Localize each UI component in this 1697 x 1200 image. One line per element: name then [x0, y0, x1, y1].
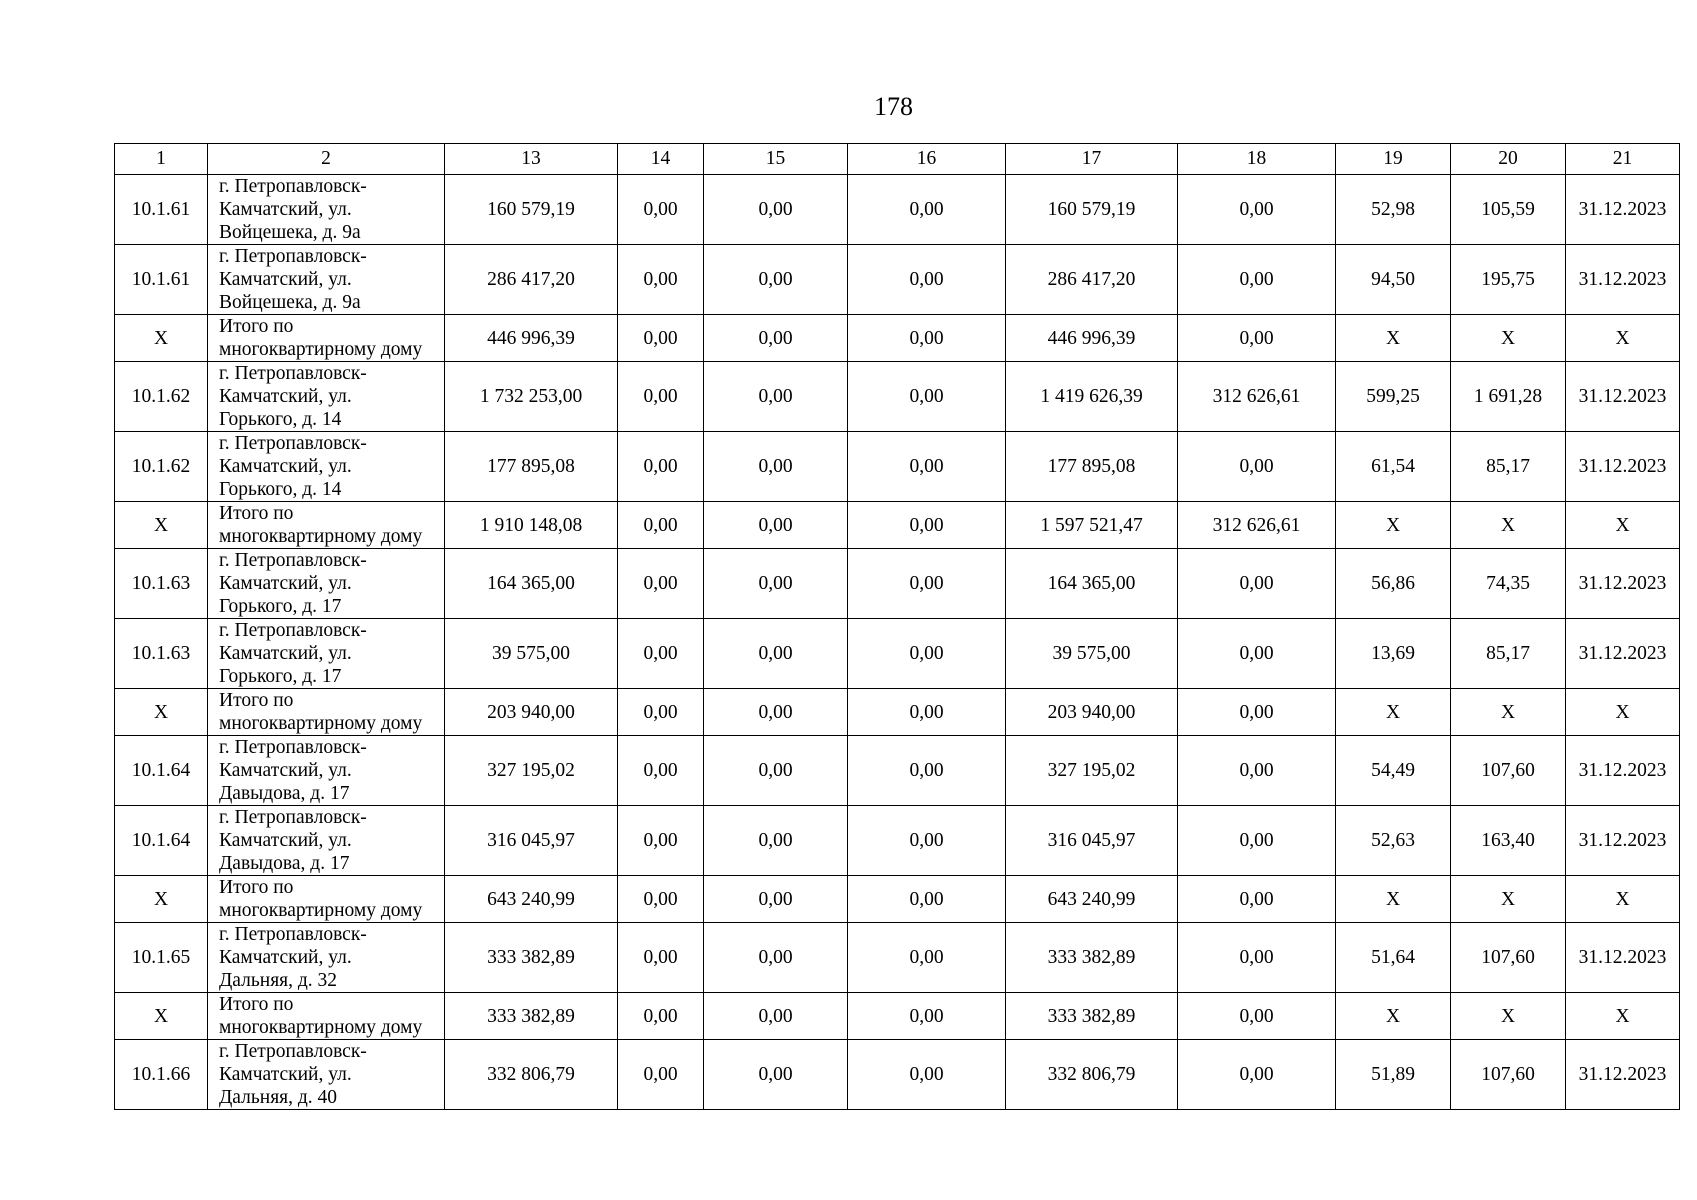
address-line: г. Петропавловск-	[219, 363, 367, 384]
value-cell-col-14: 0,00	[618, 502, 704, 549]
address-line: Войцешека, д. 9а	[219, 292, 361, 313]
value-cell-col-13: 327 195,02	[445, 736, 618, 806]
address-line: Камчатский, ул.	[219, 947, 352, 968]
table-row	[115, 175, 1680, 245]
table-row	[115, 689, 1680, 736]
value-cell-col-18: 0,00	[1178, 923, 1336, 993]
value-cell-col-13: 446 996,39	[445, 315, 618, 362]
column-header: 18	[1178, 144, 1336, 175]
address-cell	[208, 923, 445, 993]
value-cell-col-16: 0,00	[848, 315, 1006, 362]
value-cell-col-16: 0,00	[848, 689, 1006, 736]
value-cell-col-18: 0,00	[1178, 619, 1336, 689]
value-cell-col-21: 31.12.2023	[1566, 245, 1680, 315]
value-cell-col-15: 0,00	[704, 689, 848, 736]
address-line: многоквартирному дому	[219, 339, 423, 360]
value-cell-col-19: 599,25	[1336, 362, 1451, 432]
address-cell	[208, 549, 445, 619]
address-line: г. Петропавловск-	[219, 1041, 367, 1062]
value-cell-col-21: 31.12.2023	[1566, 1040, 1680, 1110]
table-row	[115, 432, 1680, 502]
address-cell	[208, 806, 445, 876]
value-cell-col-19: 94,50	[1336, 245, 1451, 315]
value-cell-col-21: 31.12.2023	[1566, 736, 1680, 806]
value-cell-col-19: 52,98	[1336, 175, 1451, 245]
value-cell-col-14: 0,00	[618, 315, 704, 362]
value-cell-col-18: 312 626,61	[1178, 502, 1336, 549]
value-cell-col-17: 160 579,19	[1006, 175, 1178, 245]
table-row	[115, 1040, 1680, 1110]
value-cell-col-21: 31.12.2023	[1566, 923, 1680, 993]
value-cell-col-15: 0,00	[704, 876, 848, 923]
value-cell-col-13: 203 940,00	[445, 689, 618, 736]
value-cell-col-17: 643 240,99	[1006, 876, 1178, 923]
table-row	[115, 362, 1680, 432]
table-row	[115, 923, 1680, 993]
value-cell-col-21: 31.12.2023	[1566, 432, 1680, 502]
value-cell-col-18: 0,00	[1178, 1040, 1336, 1110]
column-header: 1	[115, 144, 208, 175]
value-cell-col-14: 0,00	[618, 1040, 704, 1110]
value-cell-col-15: 0,00	[704, 502, 848, 549]
address-line: г. Петропавловск-	[219, 246, 367, 267]
row-number-cell: X	[115, 876, 208, 923]
value-cell-col-19: X	[1336, 315, 1451, 362]
value-cell-col-18: 0,00	[1178, 175, 1336, 245]
address-line: Итого по	[219, 877, 294, 898]
value-cell-col-17: 164 365,00	[1006, 549, 1178, 619]
value-cell-col-13: 333 382,89	[445, 993, 618, 1040]
address-line: Горького, д. 17	[219, 596, 342, 617]
address-line: многоквартирному дому	[219, 1017, 423, 1038]
value-cell-col-16: 0,00	[848, 362, 1006, 432]
value-cell-col-19: 61,54	[1336, 432, 1451, 502]
column-header: 19	[1336, 144, 1451, 175]
value-cell-col-20: 163,40	[1451, 806, 1566, 876]
value-cell-col-19: 54,49	[1336, 736, 1451, 806]
value-cell-col-14: 0,00	[618, 245, 704, 315]
address-line: Камчатский, ул.	[219, 760, 352, 781]
table-row	[115, 315, 1680, 362]
value-cell-col-16: 0,00	[848, 175, 1006, 245]
address-line: Камчатский, ул.	[219, 643, 352, 664]
value-cell-col-18: 0,00	[1178, 549, 1336, 619]
value-cell-col-15: 0,00	[704, 315, 848, 362]
address-line: Горького, д. 17	[219, 666, 342, 687]
value-cell-col-20: X	[1451, 689, 1566, 736]
address-line: Горького, д. 14	[219, 409, 342, 430]
table-row	[115, 549, 1680, 619]
value-cell-col-14: 0,00	[618, 175, 704, 245]
column-header: 17	[1006, 144, 1178, 175]
value-cell-col-19: 56,86	[1336, 549, 1451, 619]
value-cell-col-13: 1 732 253,00	[445, 362, 618, 432]
address-line: многоквартирному дому	[219, 900, 423, 921]
value-cell-col-16: 0,00	[848, 549, 1006, 619]
row-number-cell: 10.1.63	[115, 549, 208, 619]
address-line: Горького, д. 14	[219, 479, 342, 500]
address-line: Итого по	[219, 690, 294, 711]
address-cell	[208, 362, 445, 432]
value-cell-col-13: 332 806,79	[445, 1040, 618, 1110]
value-cell-col-17: 333 382,89	[1006, 923, 1178, 993]
value-cell-col-14: 0,00	[618, 736, 704, 806]
value-cell-col-15: 0,00	[704, 806, 848, 876]
address-cell	[208, 619, 445, 689]
row-number-cell: X	[115, 993, 208, 1040]
address-cell	[208, 315, 445, 362]
row-number-cell: 10.1.66	[115, 1040, 208, 1110]
value-cell-col-16: 0,00	[848, 993, 1006, 1040]
value-cell-col-16: 0,00	[848, 432, 1006, 502]
row-number-cell: 10.1.61	[115, 245, 208, 315]
value-cell-col-17: 286 417,20	[1006, 245, 1178, 315]
value-cell-col-15: 0,00	[704, 619, 848, 689]
value-cell-col-19: X	[1336, 502, 1451, 549]
value-cell-col-14: 0,00	[618, 993, 704, 1040]
address-line: Давыдова, д. 17	[219, 853, 350, 874]
value-cell-col-16: 0,00	[848, 923, 1006, 993]
value-cell-col-15: 0,00	[704, 432, 848, 502]
value-cell-col-16: 0,00	[848, 245, 1006, 315]
value-cell-col-16: 0,00	[848, 876, 1006, 923]
address-line: Дальняя, д. 40	[219, 1087, 338, 1108]
table-row	[115, 245, 1680, 315]
value-cell-col-15: 0,00	[704, 245, 848, 315]
value-cell-col-18: 0,00	[1178, 689, 1336, 736]
value-cell-col-17: 1 419 626,39	[1006, 362, 1178, 432]
value-cell-col-18: 0,00	[1178, 876, 1336, 923]
address-cell	[208, 736, 445, 806]
row-number-cell: X	[115, 315, 208, 362]
value-cell-col-18: 0,00	[1178, 806, 1336, 876]
value-cell-col-16: 0,00	[848, 736, 1006, 806]
value-cell-col-17: 332 806,79	[1006, 1040, 1178, 1110]
value-cell-col-20: 74,35	[1451, 549, 1566, 619]
value-cell-col-20: 85,17	[1451, 619, 1566, 689]
address-cell	[208, 502, 445, 549]
value-cell-col-17: 1 597 521,47	[1006, 502, 1178, 549]
value-cell-col-13: 643 240,99	[445, 876, 618, 923]
address-line: г. Петропавловск-	[219, 620, 367, 641]
address-cell	[208, 432, 445, 502]
row-number-cell: 10.1.62	[115, 362, 208, 432]
value-cell-col-21: 31.12.2023	[1566, 362, 1680, 432]
address-line: Камчатский, ул.	[219, 830, 352, 851]
value-cell-col-21: 31.12.2023	[1566, 806, 1680, 876]
row-number-cell: 10.1.64	[115, 806, 208, 876]
value-cell-col-20: 105,59	[1451, 175, 1566, 245]
value-cell-col-15: 0,00	[704, 549, 848, 619]
row-number-cell: 10.1.61	[115, 175, 208, 245]
value-cell-col-13: 286 417,20	[445, 245, 618, 315]
address-line: Камчатский, ул.	[219, 199, 352, 220]
row-number-cell: 10.1.63	[115, 619, 208, 689]
row-number-cell: 10.1.64	[115, 736, 208, 806]
address-line: Камчатский, ул.	[219, 1064, 352, 1085]
value-cell-col-20: X	[1451, 993, 1566, 1040]
value-cell-col-19: 51,64	[1336, 923, 1451, 993]
address-line: Камчатский, ул.	[219, 456, 352, 477]
address-cell	[208, 175, 445, 245]
value-cell-col-15: 0,00	[704, 736, 848, 806]
value-cell-col-17: 177 895,08	[1006, 432, 1178, 502]
address-cell	[208, 993, 445, 1040]
value-cell-col-15: 0,00	[704, 923, 848, 993]
column-header-row	[115, 144, 1680, 175]
column-header: 20	[1451, 144, 1566, 175]
address-line: Итого по	[219, 503, 294, 524]
value-cell-col-13: 160 579,19	[445, 175, 618, 245]
value-cell-col-21: X	[1566, 502, 1680, 549]
address-line: Камчатский, ул.	[219, 269, 352, 290]
value-cell-col-14: 0,00	[618, 806, 704, 876]
address-line: г. Петропавловск-	[219, 550, 367, 571]
address-line: многоквартирному дому	[219, 526, 423, 547]
value-cell-col-18: 0,00	[1178, 315, 1336, 362]
value-cell-col-20: 85,17	[1451, 432, 1566, 502]
value-cell-col-14: 0,00	[618, 689, 704, 736]
value-cell-col-20: X	[1451, 502, 1566, 549]
value-cell-col-17: 39 575,00	[1006, 619, 1178, 689]
value-cell-col-16: 0,00	[848, 806, 1006, 876]
value-cell-col-14: 0,00	[618, 876, 704, 923]
address-line: Итого по	[219, 316, 294, 337]
value-cell-col-19: X	[1336, 689, 1451, 736]
value-cell-col-19: 52,63	[1336, 806, 1451, 876]
column-header: 13	[445, 144, 618, 175]
value-cell-col-15: 0,00	[704, 175, 848, 245]
table-row	[115, 619, 1680, 689]
address-line: многоквартирному дому	[219, 713, 423, 734]
row-number-cell: 10.1.65	[115, 923, 208, 993]
value-cell-col-19: X	[1336, 876, 1451, 923]
value-cell-col-20: 107,60	[1451, 923, 1566, 993]
address-line: Камчатский, ул.	[219, 573, 352, 594]
column-header: 14	[618, 144, 704, 175]
value-cell-col-13: 164 365,00	[445, 549, 618, 619]
address-cell	[208, 876, 445, 923]
value-cell-col-18: 0,00	[1178, 993, 1336, 1040]
value-cell-col-15: 0,00	[704, 993, 848, 1040]
value-cell-col-19: X	[1336, 993, 1451, 1040]
column-header: 21	[1566, 144, 1680, 175]
value-cell-col-21: 31.12.2023	[1566, 619, 1680, 689]
value-cell-col-13: 316 045,97	[445, 806, 618, 876]
address-line: Дальняя, д. 32	[219, 970, 338, 991]
value-cell-col-18: 0,00	[1178, 432, 1336, 502]
address-cell	[208, 689, 445, 736]
value-cell-col-21: 31.12.2023	[1566, 549, 1680, 619]
value-cell-col-20: 195,75	[1451, 245, 1566, 315]
value-cell-col-17: 446 996,39	[1006, 315, 1178, 362]
row-number-cell: X	[115, 689, 208, 736]
value-cell-col-13: 1 910 148,08	[445, 502, 618, 549]
table-row	[115, 502, 1680, 549]
value-cell-col-21: X	[1566, 689, 1680, 736]
value-cell-col-14: 0,00	[618, 619, 704, 689]
value-cell-col-16: 0,00	[848, 502, 1006, 549]
value-cell-col-16: 0,00	[848, 1040, 1006, 1110]
value-cell-col-20: X	[1451, 876, 1566, 923]
value-cell-col-21: X	[1566, 876, 1680, 923]
value-cell-col-15: 0,00	[704, 362, 848, 432]
value-cell-col-16: 0,00	[848, 619, 1006, 689]
value-cell-col-17: 203 940,00	[1006, 689, 1178, 736]
page-number: 178	[874, 92, 913, 121]
value-cell-col-18: 0,00	[1178, 245, 1336, 315]
value-cell-col-14: 0,00	[618, 923, 704, 993]
value-cell-col-20: 107,60	[1451, 1040, 1566, 1110]
value-cell-col-20: X	[1451, 315, 1566, 362]
value-cell-col-13: 39 575,00	[445, 619, 618, 689]
value-cell-col-18: 312 626,61	[1178, 362, 1336, 432]
value-cell-col-14: 0,00	[618, 432, 704, 502]
table-row	[115, 806, 1680, 876]
address-cell	[208, 1040, 445, 1110]
address-line: г. Петропавловск-	[219, 807, 367, 828]
value-cell-col-17: 316 045,97	[1006, 806, 1178, 876]
address-line: г. Петропавловск-	[219, 176, 367, 197]
address-line: г. Петропавловск-	[219, 924, 367, 945]
address-line: Камчатский, ул.	[219, 386, 352, 407]
value-cell-col-20: 107,60	[1451, 736, 1566, 806]
data-table	[114, 143, 1680, 1110]
table-row	[115, 876, 1680, 923]
value-cell-col-19: 13,69	[1336, 619, 1451, 689]
address-line: Итого по	[219, 994, 294, 1015]
address-line: Войцешека, д. 9а	[219, 222, 361, 243]
value-cell-col-13: 333 382,89	[445, 923, 618, 993]
table-row	[115, 993, 1680, 1040]
value-cell-col-17: 333 382,89	[1006, 993, 1178, 1040]
address-line: г. Петропавловск-	[219, 433, 367, 454]
value-cell-col-14: 0,00	[618, 549, 704, 619]
address-cell	[208, 245, 445, 315]
address-line: Давыдова, д. 17	[219, 783, 350, 804]
value-cell-col-14: 0,00	[618, 362, 704, 432]
value-cell-col-21: X	[1566, 993, 1680, 1040]
value-cell-col-18: 0,00	[1178, 736, 1336, 806]
column-header: 2	[208, 144, 445, 175]
row-number-cell: X	[115, 502, 208, 549]
address-line: г. Петропавловск-	[219, 737, 367, 758]
value-cell-col-20: 1 691,28	[1451, 362, 1566, 432]
column-header: 16	[848, 144, 1006, 175]
row-number-cell: 10.1.62	[115, 432, 208, 502]
value-cell-col-15: 0,00	[704, 1040, 848, 1110]
value-cell-col-19: 51,89	[1336, 1040, 1451, 1110]
value-cell-col-17: 327 195,02	[1006, 736, 1178, 806]
value-cell-col-13: 177 895,08	[445, 432, 618, 502]
column-header: 15	[704, 144, 848, 175]
table-row	[115, 736, 1680, 806]
value-cell-col-21: X	[1566, 315, 1680, 362]
value-cell-col-21: 31.12.2023	[1566, 175, 1680, 245]
